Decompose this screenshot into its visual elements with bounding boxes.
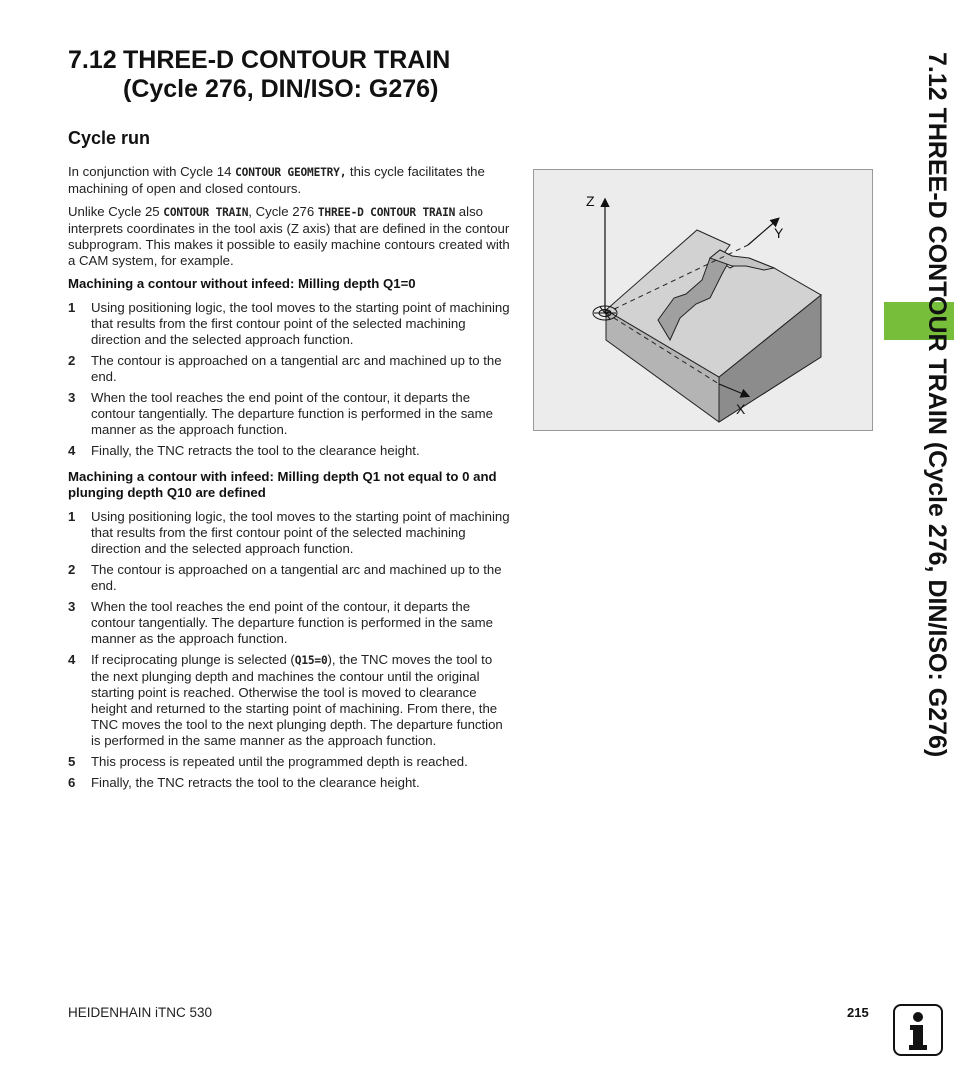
contour-diagram <box>533 169 873 431</box>
step-4-text-a: If reciprocating plunge is selected ( <box>91 652 295 667</box>
intro-p2-text-b: , Cycle 276 <box>248 204 318 219</box>
y-axis-label: Y <box>774 225 784 241</box>
list-item <box>68 562 510 594</box>
list-item <box>68 652 510 749</box>
list-item <box>68 509 510 557</box>
step-number: 1 <box>68 509 76 524</box>
step-number: 3 <box>68 390 76 405</box>
list-item <box>68 390 510 438</box>
step-text: Finally, the TNC retracts the tool to the clearance height. <box>91 443 420 458</box>
step-text: The contour is approached on a tangential arc and machined up to the end. <box>91 353 502 384</box>
step-number: 4 <box>68 443 76 458</box>
list-item <box>68 353 510 385</box>
step-number: 2 <box>68 562 76 577</box>
intro-p2-text-a: Unlike Cycle 25 <box>68 204 164 219</box>
z-axis-label: Z <box>586 193 595 209</box>
intro-p1-text-b: this cycle facilitates the machining of open and closed contours. <box>68 164 485 196</box>
section-heading: Cycle run <box>68 128 151 148</box>
intro-p2-text-c: also interprets coordinates in the tool axis (Z axis) that are defined in the contour subprogram. This makes it possible to easily machine contours created with a CAM system, for example. <box>68 204 510 268</box>
intro-paragraph-1 <box>68 164 510 197</box>
step-text: When the tool reaches the end point of the contour, it departs the contour tangentially. The departure function is performed in the same manner as the approach function. <box>91 599 493 646</box>
running-vertical-title: 7.12 THREE-D CONTOUR TRAIN (Cycle 276, DIN/ISO: G276) <box>923 52 951 758</box>
code-contour-train: CONTOUR TRAIN <box>163 206 249 219</box>
intro-paragraph-2 <box>68 204 510 269</box>
x-axis-label: X <box>736 401 746 417</box>
step-number: 6 <box>68 775 76 790</box>
steps-without-infeed <box>68 300 510 459</box>
step-number: 3 <box>68 599 76 614</box>
step-number: 4 <box>68 652 76 667</box>
step-text: When the tool reaches the end point of the contour, it departs the contour tangentially. The departure function is performed in the same manner as the approach function. <box>91 390 493 437</box>
list-item <box>68 300 510 348</box>
title-line-2: (Cycle 276, DIN/ISO: G276) <box>123 75 439 103</box>
section-number: 7.12 <box>68 46 117 74</box>
body-text <box>68 164 510 801</box>
code-contour-geometry: CONTOUR GEOMETRY, <box>235 166 347 179</box>
step-text: Using positioning logic, the tool moves to the starting point of machining that results from the first contour point of the selected machining direction and the selected approach function. <box>91 300 510 347</box>
step-number: 5 <box>68 754 76 769</box>
page-number: 215 <box>847 1005 869 1020</box>
step-text: Finally, the TNC retracts the tool to the clearance height. <box>91 775 420 790</box>
page-title <box>68 46 450 104</box>
info-icon <box>893 1004 943 1056</box>
footer-manual-name: HEIDENHAIN iTNC 530 <box>68 1005 213 1020</box>
subheading-without-infeed: Machining a contour without infeed: Milling depth Q1=0 <box>68 276 416 291</box>
step-number: 1 <box>68 300 76 315</box>
list-item <box>68 775 510 791</box>
step-text: The contour is approached on a tangential arc and machined up to the end. <box>91 562 502 593</box>
workpiece-illustration <box>534 170 872 430</box>
step-text <box>91 652 510 749</box>
title-line-1: THREE-D CONTOUR TRAIN <box>123 46 451 74</box>
step-text: This process is repeated until the programmed depth is reached. <box>91 754 468 769</box>
code-q15: Q15=0 <box>294 654 328 667</box>
list-item <box>68 599 510 647</box>
list-item <box>68 754 510 770</box>
steps-with-infeed <box>68 509 510 791</box>
intro-p1-text-a: In conjunction with Cycle 14 <box>68 164 236 179</box>
list-item <box>68 443 510 459</box>
step-text: Using positioning logic, the tool moves to the starting point of machining that results from the first contour point of the selected machining direction and the selected approach function. <box>91 509 510 556</box>
step-4-text-b: ), the TNC moves the tool to the next plunging depth and machines the contour until the original starting point is reached. Otherwise the tool is moved to clearance height and returned to the starting point of machining. From there, the TNC moves the tool to the next plunging depth. The departure function is performed in the same manner as the approach function. <box>91 652 503 748</box>
code-three-d-contour-train: THREE-D CONTOUR TRAIN <box>317 206 456 219</box>
subheading-with-infeed: Machining a contour with infeed: Milling depth Q1 not equal to 0 and plunging depth Q10 are defined <box>68 469 497 500</box>
step-number: 2 <box>68 353 76 368</box>
